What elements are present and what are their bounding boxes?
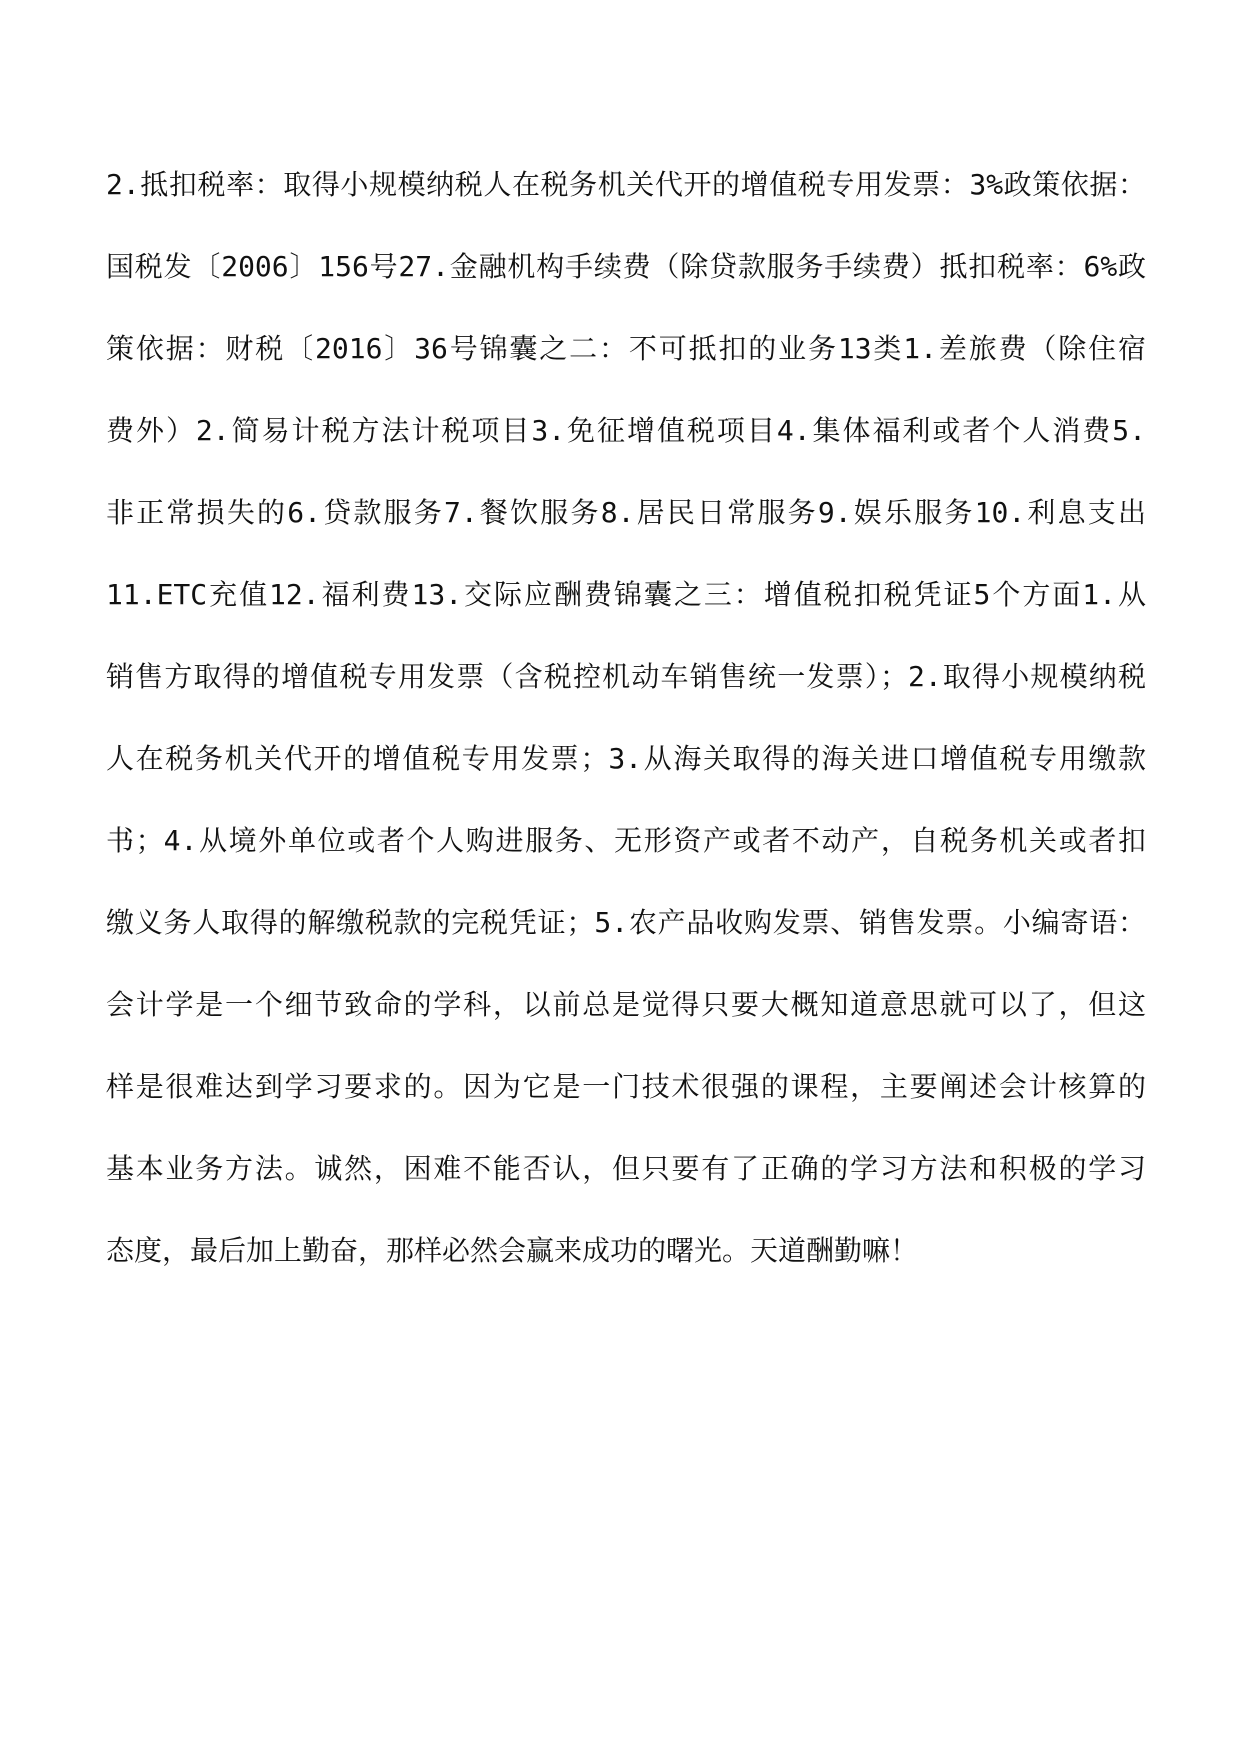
body-text: [106, 165, 1146, 1313]
text-line: 基本业务方法。诚然，困难不能否认，但只要有了正确的学习方法和积极的学习: [106, 1152, 1146, 1185]
text-line: 非正常损失的6.贷款服务7.餐饮服务8.居民日常服务9.娱乐服务10.利息支出: [106, 496, 1146, 529]
text-line: 缴义务人取得的解缴税款的完税凭证；5.农产品收购发票、销售发票。小编寄语：: [106, 906, 1146, 939]
text-line: 销售方取得的增值税专用发票（含税控机动车销售统一发票）；2.取得小规模纳税: [106, 660, 1146, 693]
text-line: 人在税务机关代开的增值税专用发票；3.从海关取得的海关进口增值税专用缴款: [106, 742, 1146, 775]
text-line: 11.ETC充值12.福利费13.交际应酬费锦囊之三：增值税扣税凭证5个方面1.从: [106, 578, 1146, 611]
text-line: 费外）2.简易计税方法计税项目3.免征增值税项目4.集体福利或者个人消费5.: [106, 414, 1146, 447]
text-line: 样是很难达到学习要求的。因为它是一门技术很强的课程，主要阐述会计核算的: [106, 1070, 1146, 1103]
text-line: 策依据：财税〔2016〕36号锦囊之二：不可抵扣的业务13类1.差旅费（除住宿: [106, 332, 1146, 365]
text-line: 2.抵扣税率：取得小规模纳税人在税务机关代开的增值税专用发票：3%政策依据：: [106, 168, 1146, 201]
text-line: 会计学是一个细节致命的学科，以前总是觉得只要大概知道意思就可以了，但这: [106, 988, 1146, 1021]
text-line: 书；4.从境外单位或者个人购进服务、无形资产或者不动产，自税务机关或者扣: [106, 824, 1146, 857]
text-line: 态度，最后加上勤奋，那样必然会赢来成功的曙光。天道酬勤嘛！: [106, 1234, 919, 1267]
text-line: 国税发〔2006〕156号27.金融机构手续费（除贷款服务手续费）抵扣税率：6%政: [106, 250, 1146, 283]
